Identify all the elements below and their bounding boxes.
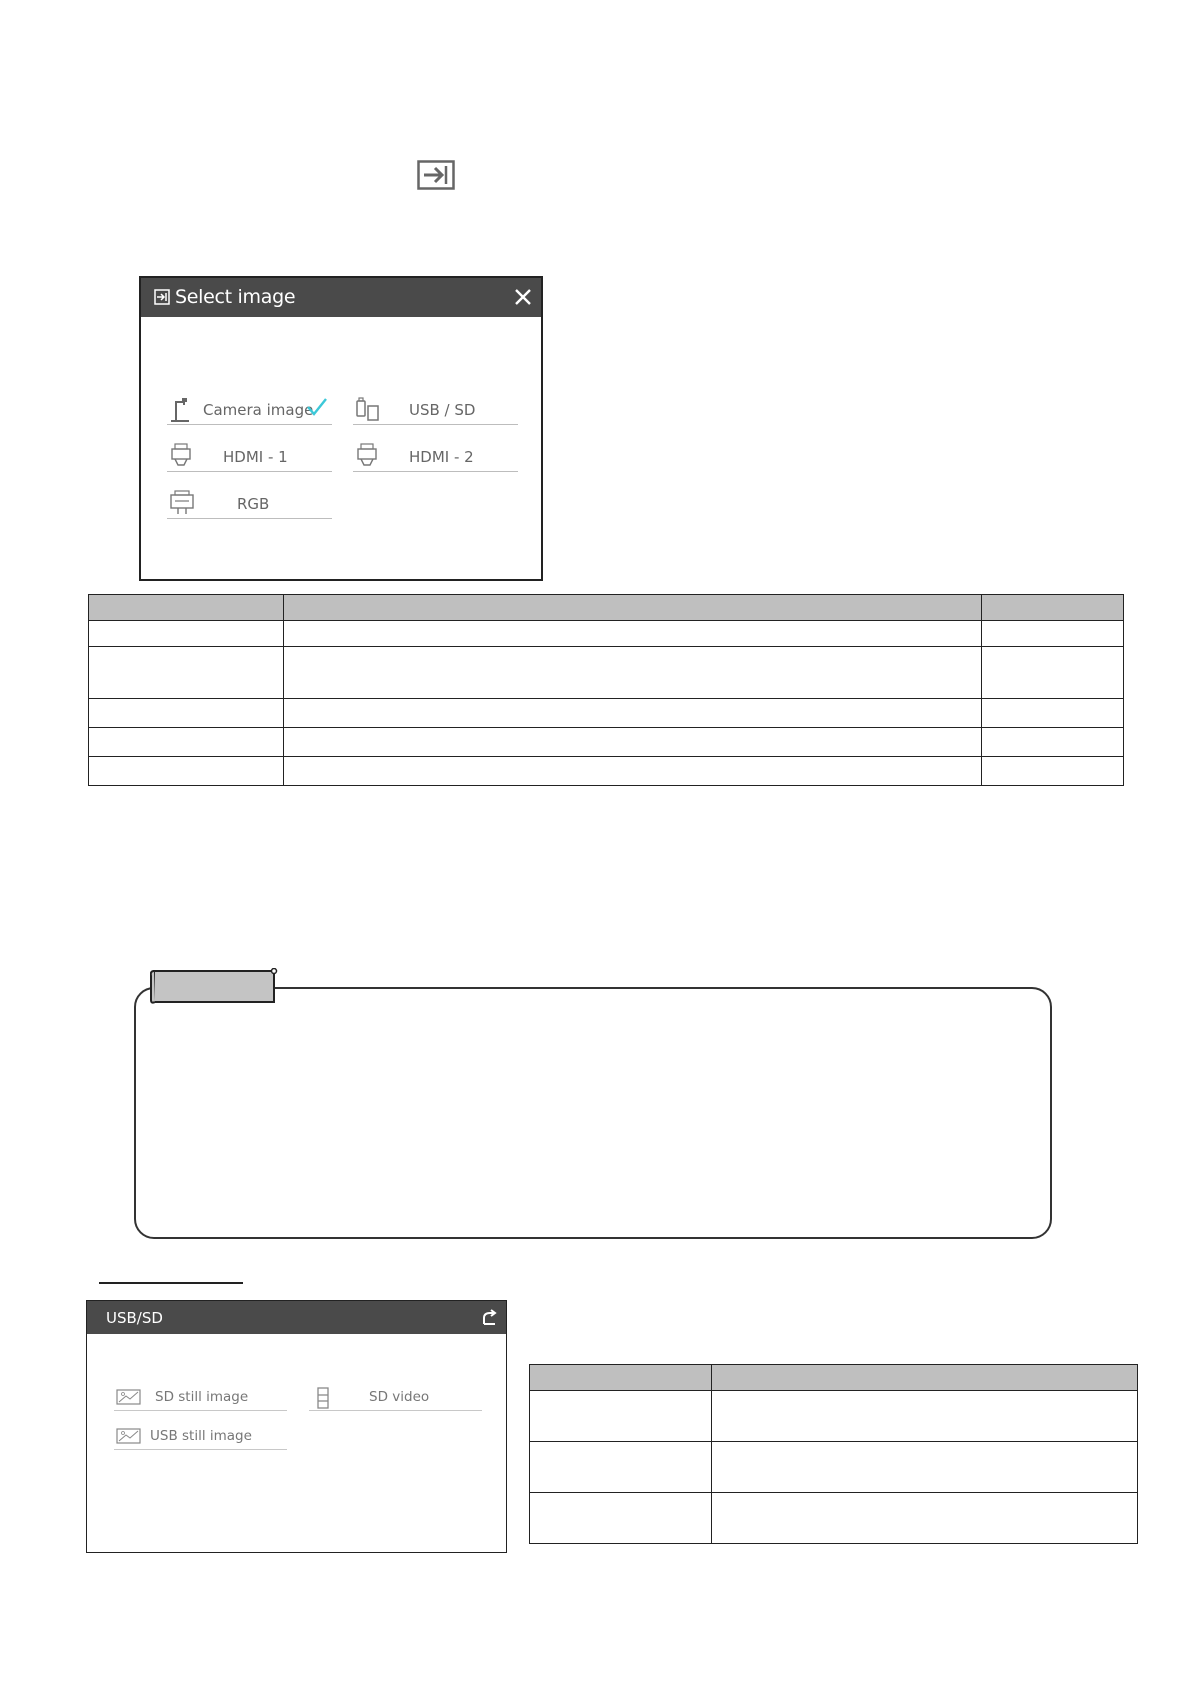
option-usb-sd[interactable] xyxy=(353,394,518,425)
option-label: Camera image xyxy=(203,401,314,419)
table-header-cell xyxy=(530,1365,712,1391)
table-row xyxy=(530,1391,1138,1442)
film-icon xyxy=(315,1387,341,1407)
option-label: HDMI - 1 xyxy=(223,448,288,466)
input-source-icon xyxy=(154,289,170,305)
option-label: RGB xyxy=(237,495,270,513)
table-header-cell xyxy=(982,595,1124,621)
note-box xyxy=(134,987,1052,1239)
dialog-header xyxy=(141,278,541,317)
option-label: USB still image xyxy=(150,1428,252,1444)
usb-sd-dialog xyxy=(86,1300,507,1553)
table-row xyxy=(530,1442,1138,1493)
option-camera-image[interactable] xyxy=(167,394,332,425)
select-image-dialog xyxy=(139,276,543,581)
table-row xyxy=(89,621,1124,647)
usb-sd-icon xyxy=(355,396,379,422)
option-hdmi-1[interactable] xyxy=(167,441,332,472)
source-table xyxy=(88,594,1124,786)
image-icon xyxy=(116,1426,142,1446)
option-sd-video[interactable] xyxy=(309,1384,482,1411)
table-row xyxy=(89,757,1124,786)
option-usb-still-image[interactable] xyxy=(114,1423,287,1450)
close-icon[interactable] xyxy=(513,287,533,307)
option-label: USB / SD xyxy=(409,401,476,419)
option-label: HDMI - 2 xyxy=(409,448,474,466)
select-image-input-icon xyxy=(417,160,455,190)
table-header-cell xyxy=(712,1365,1138,1391)
dialog-header xyxy=(87,1301,506,1334)
option-sd-still-image[interactable] xyxy=(114,1384,287,1411)
section-heading-underline xyxy=(99,1282,243,1284)
check-icon xyxy=(306,396,328,418)
table-row xyxy=(89,728,1124,757)
image-icon xyxy=(116,1387,142,1407)
option-label: SD still image xyxy=(155,1389,249,1405)
hdmi-icon xyxy=(355,443,379,469)
document-camera-icon xyxy=(169,396,193,422)
option-label: SD video xyxy=(369,1389,430,1405)
table-row xyxy=(530,1493,1138,1544)
hdmi-icon xyxy=(169,443,193,469)
table-row xyxy=(89,699,1124,728)
note-tab xyxy=(150,968,278,1004)
usb-sd-table xyxy=(529,1364,1138,1544)
option-rgb[interactable] xyxy=(167,488,332,519)
rgb-connector-icon xyxy=(169,490,193,516)
dialog-title: USB/SD xyxy=(106,1309,163,1327)
table-header-cell xyxy=(89,595,284,621)
return-icon[interactable] xyxy=(479,1307,499,1327)
dialog-title: Select image xyxy=(175,286,296,308)
option-hdmi-2[interactable] xyxy=(353,441,518,472)
table-header-cell xyxy=(284,595,982,621)
table-row xyxy=(89,647,1124,699)
